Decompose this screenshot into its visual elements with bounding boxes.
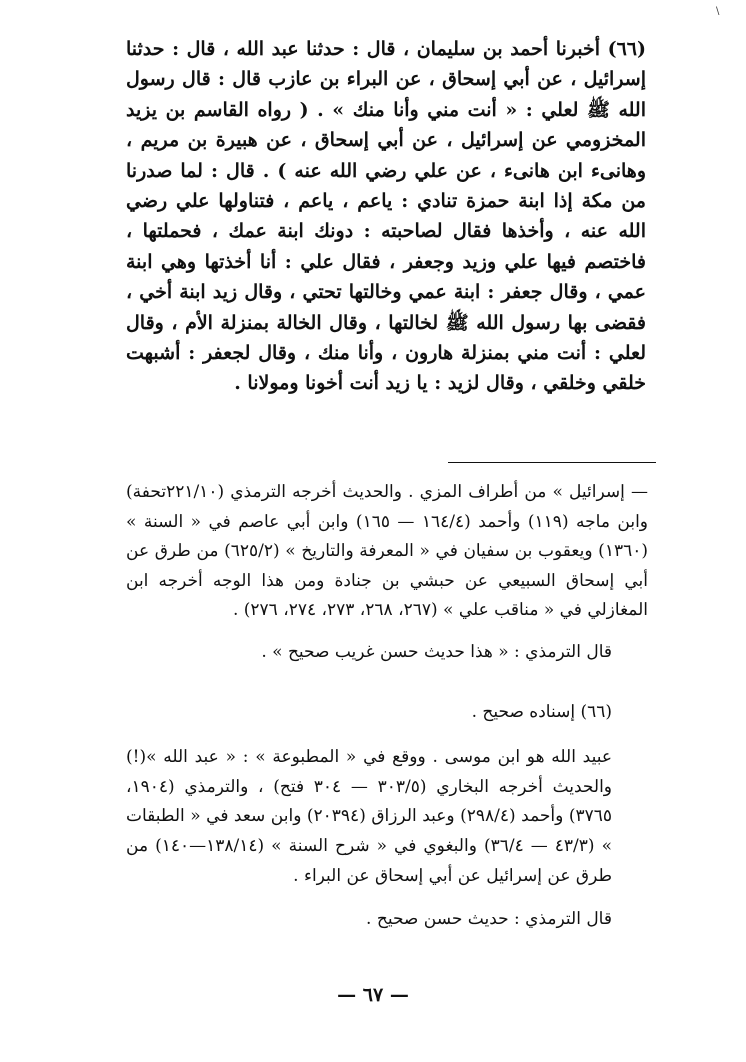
footnote-divider <box>448 462 656 463</box>
footnotes <box>126 478 648 935</box>
footnote-tirmidhi-grade-2: قال الترمذي : حديث حسن صحيح . <box>366 909 612 930</box>
footnote-tirmidhi-grade-1: قال الترمذي : « هذا حديث حسن غريب صحيح » . <box>261 641 612 662</box>
page-number: — ٦٧ — <box>337 984 409 1006</box>
footnote-takhrij-1: — إسرائيل » من أطراف المزي . والحديث أخرجه الترمذي (٢٢١/١٠تحفة) وابن ماجه (١١٩) وأحمد (١٦٤/٤ — ١٦٥) وابن أبي عاصم في « السنة » (١٣٦٠) ويعقوب بن سفيان في « المعرفة والتاريخ » (٦٢٥/٢) من طرق عن أبي إسحاق السبيعي عن حبشي بن جنادة ومن هذا الوجه أخرجه ابن المغازلي في « مناقب علي » (٢٦٧، ٢٦٨، ٢٧٣، ٢٧٤، ٢٧٦) . <box>126 482 648 621</box>
footnote-takhrij-2: عبيد الله هو ابن موسى . ووقع في « المطبوعة » : « عبد الله »(!) والحديث أخرجه البخاري (٣٠٣/٥ — ٣٠٤ فتح) ، والترمذي (١٩٠٤، ٣٧٦٥) وأحمد (٢٩٨/٤) وعبد الرزاق (٢٠٣٩٤) وابن سعد في « الطبقات » (٤٣/٣ — ٣٦/٤) والبغوي في « شرح السنة » (١٣٨/١٤—١٤٠) من طرق عن إسرائيل عن أبي إسحاق عن البراء . <box>126 747 613 886</box>
hadith-paragraph: (٦٦) أخبرنا أحمد بن سليمان ، قال : حدثنا عبد الله ، قال : حدثنا إسرائيل ، عن أبي إسحاق ، عن البراء بن عازب قال : قال رسول الله ﷺ لعلي : « أنت مني وأنا منك » . ( رواه القاسم بن يزيد المخزومي عن إسرائيل ، عن أبي إسحاق ، عن هبيرة بن مريم ، وهانىء ابن هانىء ، عن علي رضي الله عنه ) . قال : لما صدرنا من مكة إذا ابنة حمزة تنادي : ياعم ، ياعم ، فتناولها علي رضي الله عنه ، وأخذها فقال لصاحبته : دونك ابنة عمك ، فحملتها ، فاختصم فيها علي وزيد وجعفر ، فقال علي : أنا أخذتها وهي ابنة عمي ، وقال جعفر : ابنة عمي وخالتها تحتي ، وقال زيد ابنة أخي ، فقضى بها رسول الله ﷺ لخالتها ، وقال الخالة بمنزلة الأم ، وقال لعلي : أنت مني بمنزلة هارون ، وأنا منك ، وقال لجعفر : أشبهت خلقي وخلقي ، وقال لزيد : يا زيد أنت أخونا ومولانا . <box>126 38 646 395</box>
corner-mark: \ <box>716 6 720 17</box>
hadith-main-text <box>126 34 646 399</box>
footnote-isnad-grade: (٦٦) إسناده صحيح . <box>471 701 612 722</box>
